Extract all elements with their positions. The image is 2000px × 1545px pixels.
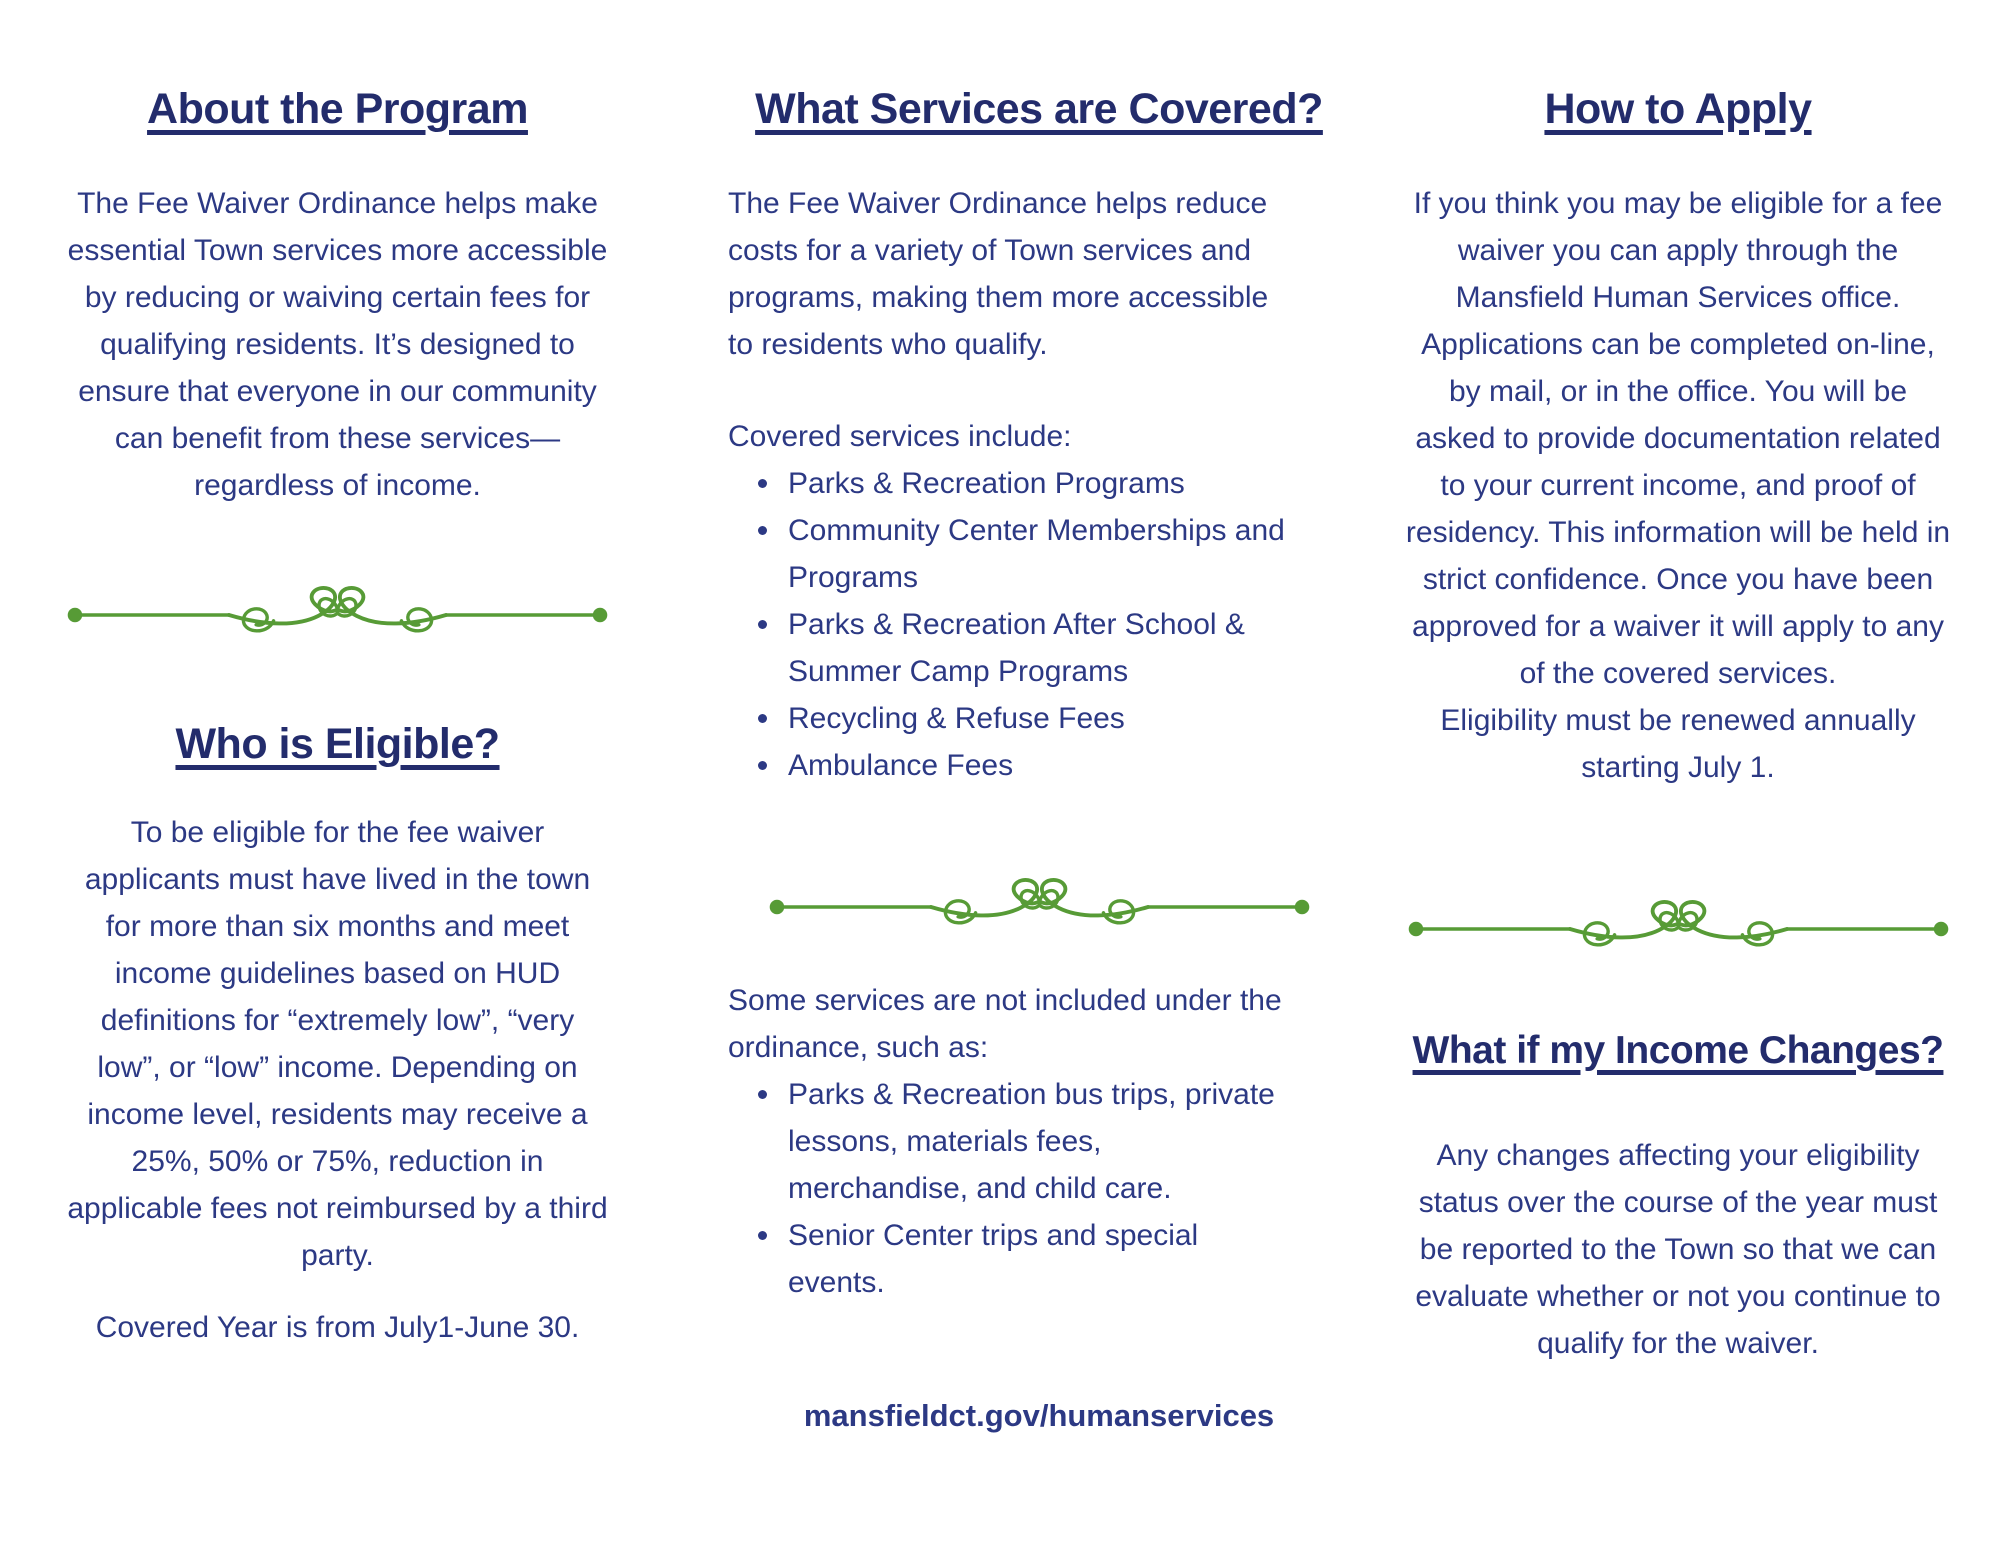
- bullet-dot: [754, 601, 788, 648]
- list-item: [728, 742, 1288, 789]
- bullet-dot: [754, 1071, 788, 1118]
- list-item-text: Parks & Recreation After School & Summer Camp Programs: [788, 608, 1245, 688]
- list-item-text: Parks & Recreation bus trips, private lessons, materials fees, merchandise, and child care.: [788, 1078, 1275, 1205]
- heading-what-services-are-covered: What Services are Covered?: [755, 85, 1323, 133]
- bullet-dot: [754, 742, 788, 789]
- flourish-divider: [65, 584, 610, 646]
- apply-renewal-text: Eligibility must be renewed annually starting July 1.: [1440, 704, 1916, 784]
- list-item: [728, 1071, 1288, 1212]
- bullet-dot: [754, 460, 788, 507]
- heading-who-is-eligible: Who is Eligible?: [175, 720, 500, 768]
- apply-body: [1406, 180, 1951, 791]
- column-how-to-apply: [1388, 0, 1968, 1367]
- list-item-text: Parks & Recreation Programs: [788, 467, 1185, 500]
- flourish-divider: [767, 876, 1312, 938]
- list-item-text: Recycling & Refuse Fees: [788, 702, 1125, 735]
- covered-services-lead-text: Covered services include:: [728, 420, 1072, 453]
- heading-about-the-program: About the Program: [147, 85, 528, 133]
- about-body-text: The Fee Waiver Ordinance helps make essential Town services more accessible by reducing or waiving certain fees for qualifying residents. It’s designed to ensure that everyone in our community can benefit from these services—regardless of income.: [67, 187, 608, 502]
- list-item: [728, 601, 1288, 695]
- list-item-text: Community Center Memberships and Programs: [788, 514, 1285, 594]
- website-url-text: mansfieldct.gov/humanservices: [803, 1398, 1275, 1433]
- bullet-dot: [754, 507, 788, 554]
- list-item: [728, 1212, 1288, 1306]
- heading-how-to-apply: How to Apply: [1544, 85, 1812, 133]
- heading-what-if-income-changes: What if my Income Changes?: [1412, 1029, 1944, 1072]
- income-changes-body-text: Any changes affecting your eligibility status over the course of the year must be reported to the Town so that we can evaluate whether or not you continue to qualify for the waiver.: [1415, 1139, 1941, 1360]
- apply-body-text: If you think you may be eligible for a fee waiver you can apply through the Mansfield Human Services office. Applications can be completed on-line, by mail, or in the office. You will be asked to provide documentation related to your current income, and proof of residency. This information will be held in strict confidence. Once you have been approved for a waiver it will apply to any of the covered services.: [1405, 187, 1951, 690]
- not-included-list: [728, 1071, 1288, 1306]
- list-item-text: Senior Center trips and special events.: [788, 1219, 1199, 1299]
- list-item: [728, 507, 1288, 601]
- bullet-dot: [754, 695, 788, 742]
- column-about: [50, 0, 625, 1351]
- eligibility-body-text: To be eligible for the fee waiver applicants must have lived in the town for more than six months and meet income guidelines based on HUD definitions for “extremely low”, “very low”, or “low” income. Depending on income level, residents may receive a 25%, 50% or 75%, reduction in applicable fees not reimbursed by a third party.: [67, 816, 608, 1272]
- list-item-text: Ambulance Fees: [788, 749, 1014, 782]
- flourish-divider: [1406, 898, 1951, 960]
- not-included-lead-text: Some services are not included under the ordinance, such as:: [728, 984, 1282, 1064]
- services-intro-text: The Fee Waiver Ordinance helps reduce costs for a variety of Town services and programs, making them more accessible to residents who qualify.: [728, 187, 1269, 361]
- column-services: [728, 0, 1350, 1439]
- list-item: [728, 460, 1288, 507]
- covered-year-text: Covered Year is from July1-June 30.: [95, 1311, 580, 1344]
- bullet-dot: [754, 1212, 788, 1259]
- list-item: [728, 695, 1288, 742]
- covered-services-list: [728, 460, 1288, 789]
